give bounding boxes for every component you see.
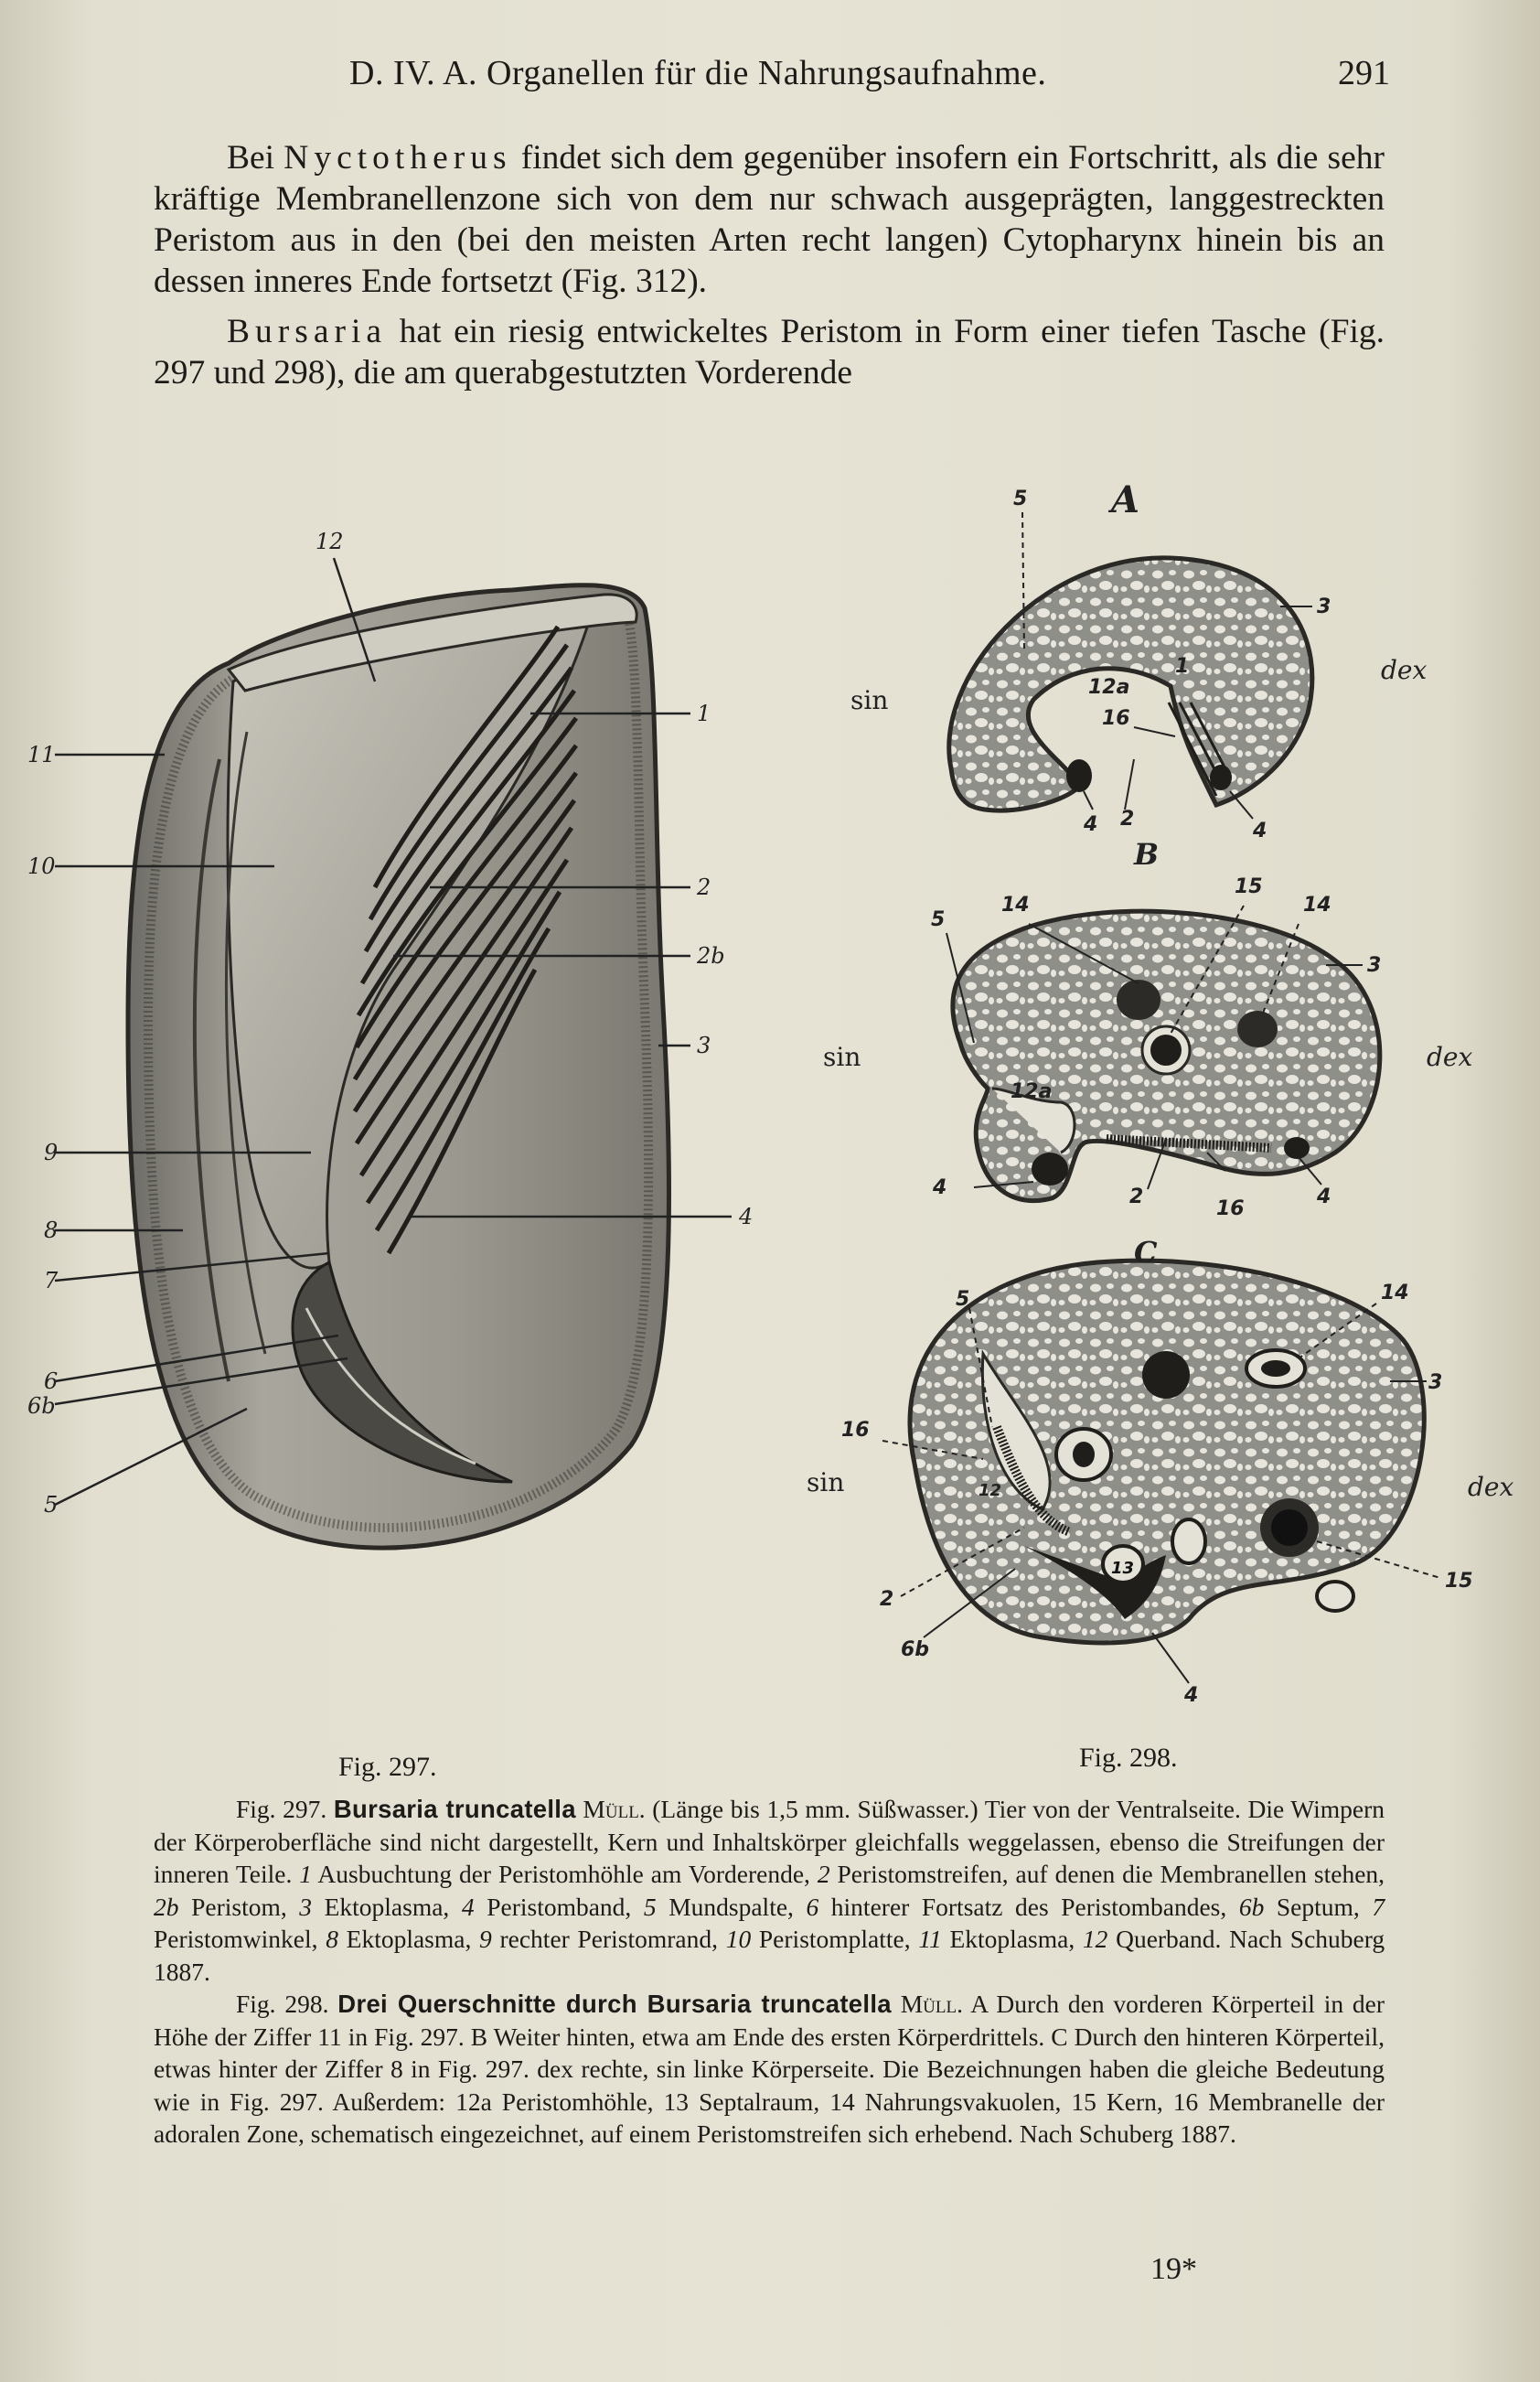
a-label-5: 5 bbox=[1013, 488, 1028, 510]
a-dex: dex bbox=[1381, 655, 1428, 685]
b-label-2: 2 bbox=[1129, 1186, 1144, 1208]
b-label-4-right: 4 bbox=[1317, 1186, 1331, 1208]
figure-area bbox=[0, 457, 1540, 1802]
label-3: 3 bbox=[697, 1033, 711, 1058]
label-11: 11 bbox=[27, 742, 56, 767]
c-label-2: 2 bbox=[880, 1588, 894, 1611]
species-name: Bursaria truncatella bbox=[333, 1795, 576, 1823]
fig297-drawing bbox=[55, 558, 732, 1548]
c-label-6b: 6b bbox=[901, 1638, 930, 1661]
running-head: D. IV. A. Organellen für die Nahrungsaufnahme. bbox=[349, 54, 1047, 92]
a-label-2: 2 bbox=[1120, 808, 1135, 831]
label-6: 6 bbox=[44, 1368, 59, 1394]
caption-fig298: Fig. 298. Drei Querschnitte durch Bursaria truncatella Müll. A Durch den vorderen Körperteil in der Höhe der Ziffer 11 in Fig. 297. B Weiter hinten, etwa am Ende des ersten Körperdrittels. C Durch den hinteren Körperteil, etwas hinter der Ziffer 8 in Fig. 297. dex rechte, sin linke Körperseite. Die Bezeichnungen haben die gleiche Bedeutung wie in Fig. 297. Außerdem: 12a Peristomhöhle, 13 Septalraum, 14 Nahrungsvakuolen, 15 Kern, 16 Membranelle der adoralen Zone, schematisch eingezeichnet, auf einem Peristomstreifen sich erhebend. Nach Schuberg 1887. bbox=[154, 1990, 1385, 2148]
b-label-3: 3 bbox=[1367, 954, 1382, 977]
c-label-16: 16 bbox=[841, 1419, 870, 1442]
b-sin: sin bbox=[823, 1042, 861, 1072]
genus-bursaria: Bursaria bbox=[227, 313, 388, 350]
label-8: 8 bbox=[44, 1218, 59, 1243]
c-dex: dex bbox=[1468, 1472, 1514, 1502]
c-label-12: 12 bbox=[979, 1481, 1002, 1500]
c-label-14: 14 bbox=[1381, 1282, 1409, 1304]
c-label-3: 3 bbox=[1428, 1371, 1443, 1394]
b-label-14-right: 14 bbox=[1303, 894, 1331, 917]
a-label-12a: 12a bbox=[1088, 676, 1130, 699]
section-a-title: A bbox=[1111, 478, 1140, 521]
b-label-5: 5 bbox=[931, 908, 946, 931]
fig298-section-b bbox=[946, 906, 1380, 1201]
figure-captions bbox=[154, 1793, 1385, 2151]
a-label-1: 1 bbox=[1175, 655, 1190, 678]
fig298-section-a bbox=[949, 512, 1312, 819]
a-sin: sin bbox=[850, 685, 889, 715]
body-text bbox=[154, 137, 1385, 402]
caption298-title: Drei Querschnitte durch Bursaria truncatella bbox=[337, 1990, 892, 2018]
a-label-4-right: 4 bbox=[1253, 820, 1267, 842]
fig297-label: Fig. 297. bbox=[338, 1752, 437, 1782]
label-10: 10 bbox=[27, 853, 56, 879]
label-7: 7 bbox=[44, 1268, 59, 1293]
c-label-13: 13 bbox=[1111, 1559, 1135, 1578]
label-4: 4 bbox=[739, 1204, 754, 1229]
caption-fig297: Fig. 297. Bursaria truncatella Müll. (Länge bis 1,5 mm. Süßwasser.) Tier von der Ventralseite. Die Wimpern der Körperoberfläche sind nicht dargestellt, Kern und Inhaltskörper gleichfalls weggelassen, ebenso die Streifungen der inneren Teile. 1 Ausbuchtung der Peristomhöhle am Vorderende, 2 Peristomstreifen, auf denen die Membranellen stehen, 2b Peristom, 3 Ektoplasma, 4 Peristomband, 5 Mundspalte, 6 hinterer Fortsatz des Peristombandes, 6b Septum, 7 Peristomwinkel, 8 Ektoplasma, 9 rechter Peristomrand, 10 Peristomplatte, 11 Ektoplasma, 12 Querband. Nach Schuberg 1887. bbox=[154, 1795, 1385, 1986]
a-label-16: 16 bbox=[1102, 707, 1130, 730]
c-sin: sin bbox=[807, 1467, 845, 1497]
c-label-15: 15 bbox=[1445, 1570, 1473, 1593]
label-12: 12 bbox=[315, 529, 344, 554]
page-number: 291 bbox=[1338, 54, 1390, 92]
fig298-label: Fig. 298. bbox=[1079, 1743, 1178, 1773]
a-label-3: 3 bbox=[1317, 596, 1331, 618]
paragraph-nyctotherus: Bei Nyctotherus findet sich dem gegenüber insofern ein Fortschritt, als die sehr kräftige Membranellenzone sich von dem nur schwach ausgeprägten, langgestreckten Peristom aus in den (bei den meisten Arten recht langen) Cytopharynx hinein bis an dessen inneres Ende fortsetzt (Fig. 312). bbox=[154, 139, 1385, 300]
c-label-4: 4 bbox=[1184, 1684, 1199, 1707]
figure-illustrations bbox=[0, 457, 1540, 1802]
genus-nyctotherus: Nyctotherus bbox=[283, 139, 512, 177]
b-label-16: 16 bbox=[1216, 1197, 1245, 1220]
paragraph-bursaria: Bursaria hat ein riesig entwickeltes Peristom in Form einer tiefen Tasche (Fig. 297 und 298), die am querabgestutzten Vorderende bbox=[154, 313, 1385, 392]
fig298-section-c bbox=[882, 1261, 1443, 1683]
label-6b: 6b bbox=[27, 1393, 56, 1419]
section-b-title: B bbox=[1134, 837, 1160, 872]
b-dex: dex bbox=[1427, 1042, 1473, 1072]
label-2b: 2b bbox=[697, 943, 725, 969]
label-1: 1 bbox=[697, 701, 711, 726]
c-label-5: 5 bbox=[956, 1288, 970, 1311]
label-2: 2 bbox=[697, 874, 711, 900]
signature-mark: 19* bbox=[1150, 2252, 1197, 2286]
b-label-14-left: 14 bbox=[1001, 894, 1030, 917]
label-5: 5 bbox=[44, 1492, 59, 1518]
b-label-4-left: 4 bbox=[933, 1176, 947, 1199]
label-9: 9 bbox=[44, 1140, 59, 1165]
b-label-12a: 12a bbox=[1011, 1080, 1053, 1103]
b-label-15: 15 bbox=[1235, 875, 1263, 898]
a-label-4-left: 4 bbox=[1084, 813, 1098, 836]
section-c-title: C bbox=[1134, 1235, 1158, 1270]
